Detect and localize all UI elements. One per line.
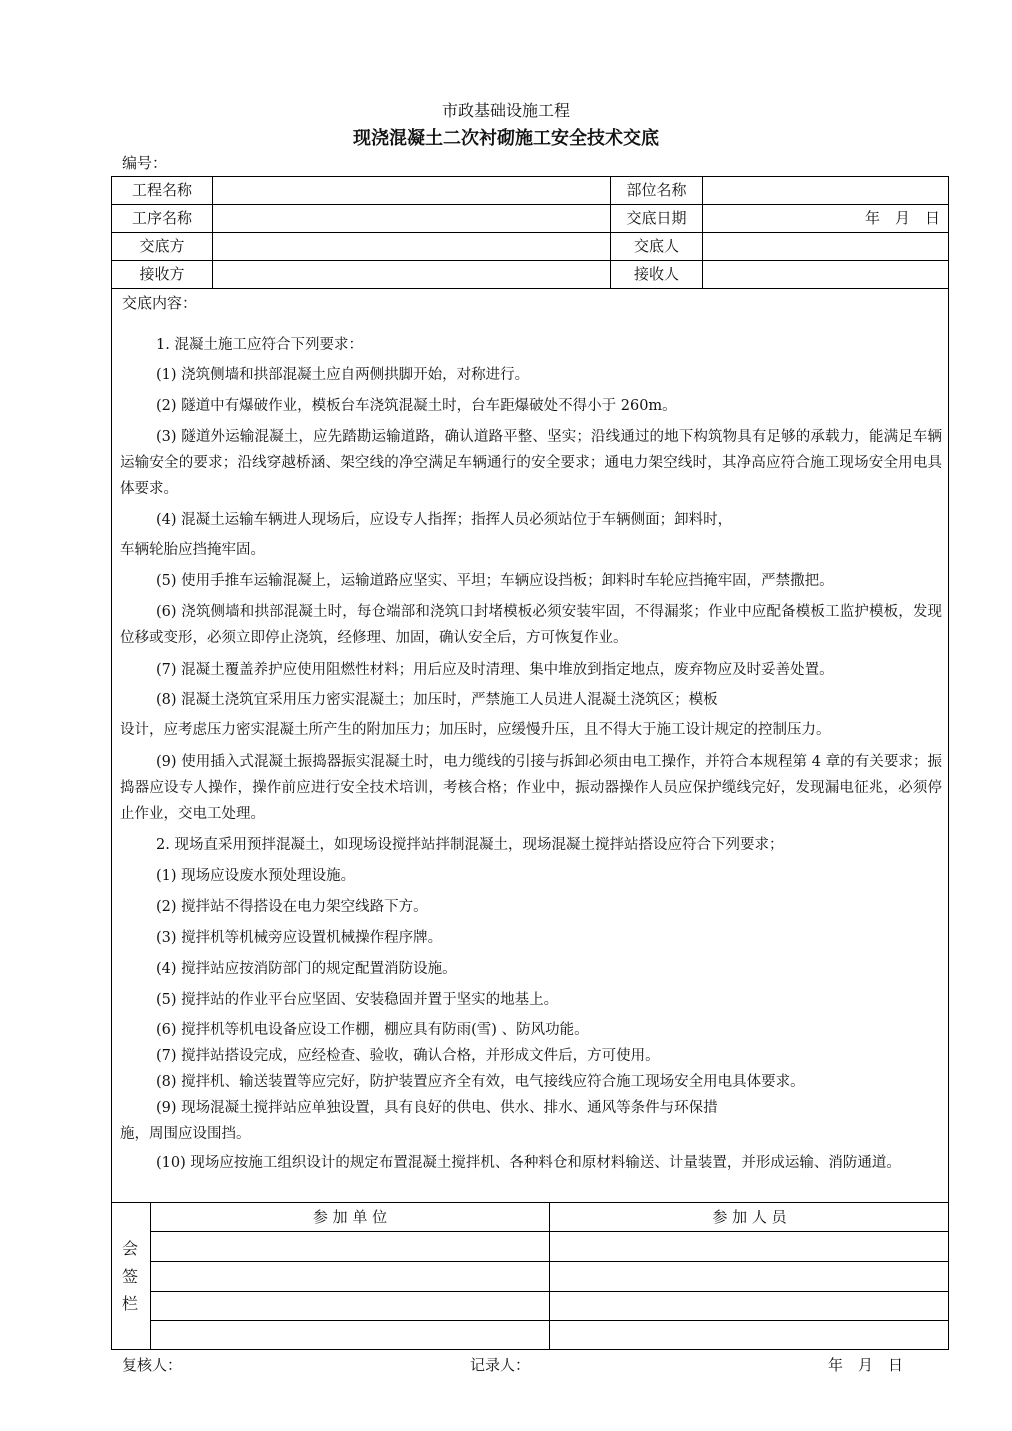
giver-person-label: 交底人: [633, 237, 679, 255]
content-paragraph: (7) 混凝土覆盖养护应使用阻燃性材料；用后应及时清理、集中堆放到指定地点，废弃物应及时妥善处置。: [156, 662, 834, 678]
content-paragraph: (3) 搅拌机等机械旁应设置机械操作程序牌。: [156, 930, 443, 946]
date-label: 交底日期: [626, 209, 687, 227]
table-divider: [212, 176, 213, 288]
table-rule: [111, 260, 949, 261]
code-label: 编号：: [122, 154, 168, 172]
table-divider: [702, 176, 703, 288]
receiver-party-label: 接收方: [139, 265, 185, 283]
receiver-person-label: 接收人: [633, 265, 679, 283]
giver-party-label: 交底方: [139, 237, 185, 255]
content-paragraph: (10) 现场应按施工组织设计的规定布置混凝土搅拌机、各种料仓和原材料输送、计量装置，并形成运输、消防通道。: [156, 1155, 901, 1171]
content-paragraph: (6) 搅拌机等机电设备应设工作棚，棚应具有防雨(雪) 、防风功能。: [156, 1022, 589, 1038]
document-title: 现浇混凝土二次衬砌施工安全技术交底: [353, 128, 659, 149]
recorder-label: 记录人：: [470, 1356, 531, 1374]
signoff-label-char: 会: [121, 1239, 138, 1258]
content-paragraph: (6) 浇筑侧墙和拱部混凝土时，每仓端部和浇筑口封堵模板必须安装牢固，不得漏浆；作业中应配备模板工监护模板，发现位移或变形，必须立即停止浇筑，经修理、加固，确认安全后，方可恢复作业。: [120, 604, 942, 646]
content-paragraph: (5) 使用手推车运输混凝上，运输道路应坚实、平坦；车辆应设挡板；卸料时车轮应挡掩牢固，严禁撒把。: [156, 573, 834, 589]
content-paragraph: (3) 隧道外运输混凝土，应先踏勘运输道路，确认道路平整、坚实；沿线通过的地下构筑物具有足够的承载力，能满足车辆运输安全的要求；沿线穿越桥涵、架空线的净空满足车辆通行的安全要求；通电力架空线时，其净高应符合施工现场安全用电具体要求。: [120, 429, 942, 497]
content-paragraph: (1) 浇筑侧墙和拱部混凝土应自两侧拱脚开始，对称进行。: [156, 367, 530, 383]
signoff-label-char: 签: [121, 1267, 138, 1286]
document-subtitle: 市政基础设施工程: [441, 101, 570, 120]
content-paragraph: (5) 搅拌站的作业平台应坚固、安装稳固并置于坚实的地基上。: [156, 992, 559, 1008]
signoff-label-char: 栏: [121, 1294, 138, 1313]
content-paragraph: (8) 混凝土浇筑宜采用压力密实混凝土；加压时，严禁施工人员进人混凝土浇筑区；模板: [156, 692, 718, 708]
content-paragraph: (2) 隧道中有爆破作业，模板台车浇筑混凝土时，台车距爆破处不得小于 260m。: [156, 398, 677, 414]
table-rule: [111, 232, 949, 233]
part-name-label: 部位名称: [626, 181, 687, 199]
content-paragraph: (4) 搅拌站应按消防部门的规定配置消防设施。: [156, 961, 457, 977]
content-paragraph: 设计，应考虑压力密实混凝土所产生的附加压力；加压时，应缓慢升压，且不得大于施工设计规定的控制压力。: [120, 722, 831, 738]
date-value: 年 月 日: [864, 209, 940, 227]
project-name-label: 工程名称: [131, 181, 192, 199]
reviewer-label: 复核人：: [122, 1356, 183, 1374]
table-rule: [111, 288, 949, 289]
content-paragraph: (7) 搅拌站搭设完成，应经检查、验收，确认合格，并形成文件后，方可使用。: [156, 1048, 660, 1064]
footer-date: 年 月 日: [828, 1356, 904, 1374]
content-paragraph: (8) 搅拌机、输送装置等应完好，防护装置应齐全有效，电气接线应符合施工现场安全用电具体要求。: [156, 1074, 805, 1090]
unit-header: 参 加 单 位: [312, 1208, 388, 1226]
content-paragraph: (9) 使用插入式混凝土振捣器振实混凝土时，电力缆线的引接与拆卸必须由电工操作，并符合本规程第 4 章的有关要求；振捣器应设专人操作，操作前应进行安全技术培训，考核合格；作业中，振动器操作人员应保护缆线完好，发现漏电征兆，必须停止作业，交电工处理。: [120, 754, 942, 822]
content-paragraph: (9) 现场混凝土搅拌站应单独设置，具有良好的供电、供水、排水、通风等条件与环保措: [156, 1100, 718, 1116]
content-label: 交底内容：: [122, 294, 198, 312]
content-paragraph: 2. 现场直采用预拌混凝土，如现场设搅拌站拌制混凝土，现场混凝土搅拌站搭设应符合下列要求；: [156, 837, 784, 853]
content-paragraph: (1) 现场应设废水预处理设施。: [156, 868, 356, 884]
signoff-rule: [111, 1202, 949, 1203]
people-header: 参 加 人 员: [712, 1208, 787, 1226]
content-paragraph: 施，周围应设围挡。: [120, 1126, 251, 1142]
process-name-label: 工序名称: [131, 209, 192, 227]
content-paragraph: 车辆轮胎应挡掩牢固。: [120, 542, 265, 558]
content-paragraph: (4) 混凝土运输车辆进人现场后，应设专人指挥；指挥人员必须站位于车辆侧面；卸料时，: [156, 512, 733, 528]
content-paragraph: (2) 搅拌站不得搭设在电力架空线路下方。: [156, 899, 428, 915]
content-paragraph: 1. 混凝土施工应符合下列要求：: [156, 337, 363, 353]
